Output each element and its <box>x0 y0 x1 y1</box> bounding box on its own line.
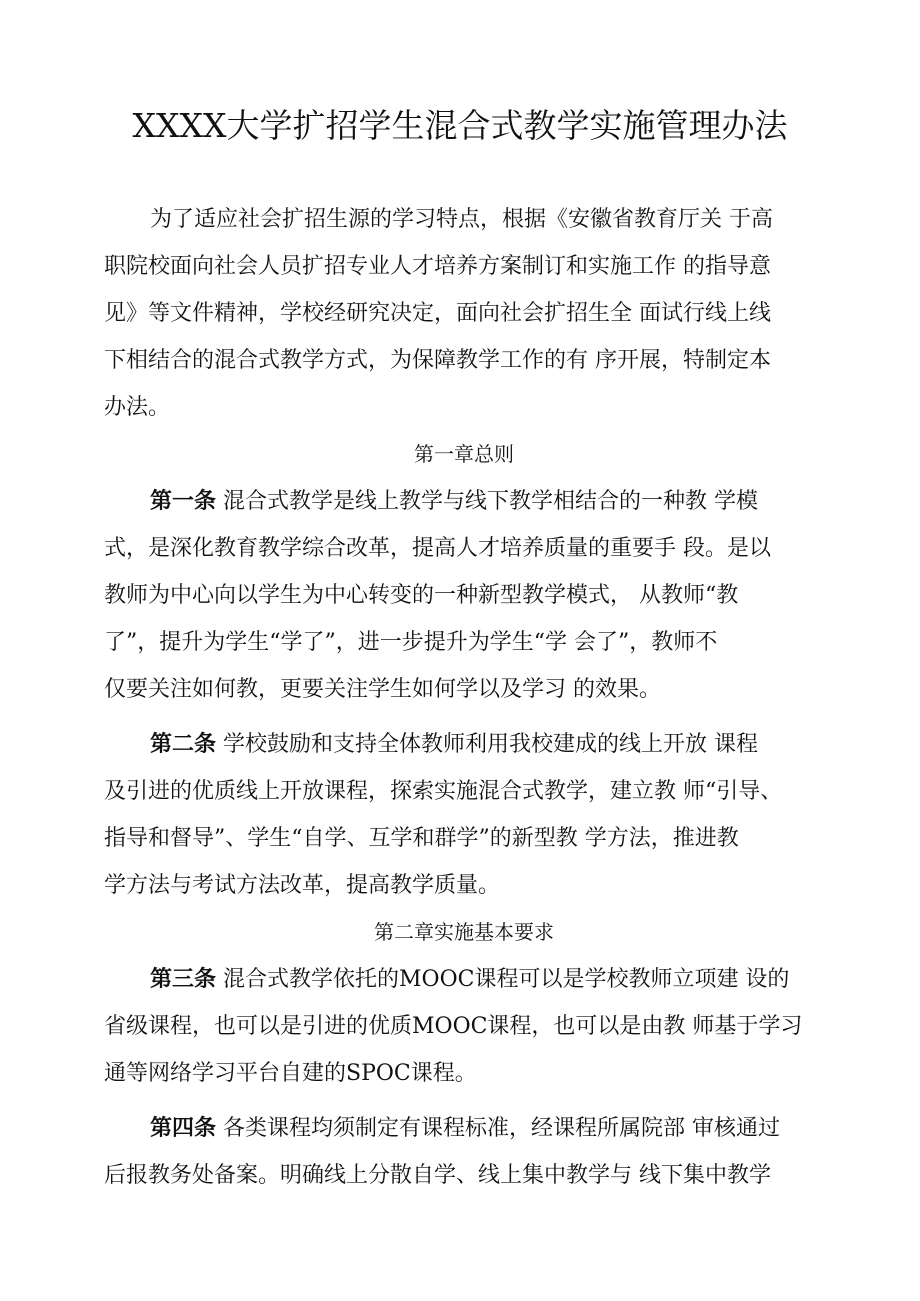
article-label: 第四条 <box>150 1116 217 1141</box>
article-line: 及引进的优质线上开放课程，探索实施混合式教学，建立教 师“引导、 <box>104 779 783 804</box>
article-line <box>104 956 824 1003</box>
document-title: XXXX大学扩招学生混合式教学实施管理办法 <box>132 106 788 145</box>
article-line: 学方法与考试方法改革，提高教学质量。 <box>104 873 501 898</box>
article-text: 各类课程均须制定有课程标准，经课程所属院部 审核通过 <box>216 1116 781 1141</box>
article-line: 省级课程，也可以是引进的优质MOOC课程，也可以是由教 师基于学习 <box>104 1014 803 1039</box>
intro-line: 办法。 <box>104 395 171 420</box>
article-line: 后报教务处备案。明确线上分散自学、线上集中教学与 线下集中教学 <box>104 1163 771 1188</box>
intro-line: 为了适应社会扩招生源的学习特点，根据《安徽省教育厅关 于高 <box>150 207 773 232</box>
article-text: 混合式教学依托的MOOC课程可以是学校教师立项建 设的 <box>216 967 790 992</box>
article-text: 学校鼓励和支持全体教师利用我校建成的线上开放 课程 <box>216 732 759 757</box>
article-line <box>104 478 824 525</box>
document-body <box>104 196 824 1199</box>
intro-line: 下相结合的混合式教学方式，为保障教学工作的有 序开展，特制定本 <box>104 348 771 373</box>
article-label: 第三条 <box>150 967 217 992</box>
intro-line: 见》等文件精神，学校经研究决定，面向社会扩招生全 面试行线上线 <box>104 301 771 326</box>
article-line: 教师为中心向以学生为中心转变的一种新型教学模式， 从教师“教 <box>104 583 739 608</box>
article-label: 第二条 <box>150 732 217 757</box>
intro-line: 职院校面向社会人员扩招专业人才培养方案制订和实施工作 的指导意 <box>104 254 771 279</box>
article-line: 仅要关注如何教，更要关注学生如何学以及学习 的效果。 <box>104 677 661 702</box>
article-line: 式，是深化教育教学综合改革，提高人才培养质量的重要手 段。是以 <box>104 536 771 561</box>
article-line <box>104 1105 824 1152</box>
article-line <box>104 721 824 768</box>
article-line: 通等网络学习平台自建的SPOC课程。 <box>104 1061 477 1086</box>
chapter-heading: 第二章实施基本要求 <box>374 920 554 944</box>
chapter-heading: 第一章总则 <box>414 442 514 466</box>
article-line: 了”，提升为学生“学了”，进一步提升为学生“学 会了”，教师不 <box>104 630 718 655</box>
article-label: 第一条 <box>150 489 217 514</box>
article-line: 指导和督导”、学生“自学、互学和群学”的新型教 学方法，推进教 <box>104 826 739 851</box>
article-text: 混合式教学是线上教学与线下教学相结合的一种教 学模 <box>216 489 759 514</box>
